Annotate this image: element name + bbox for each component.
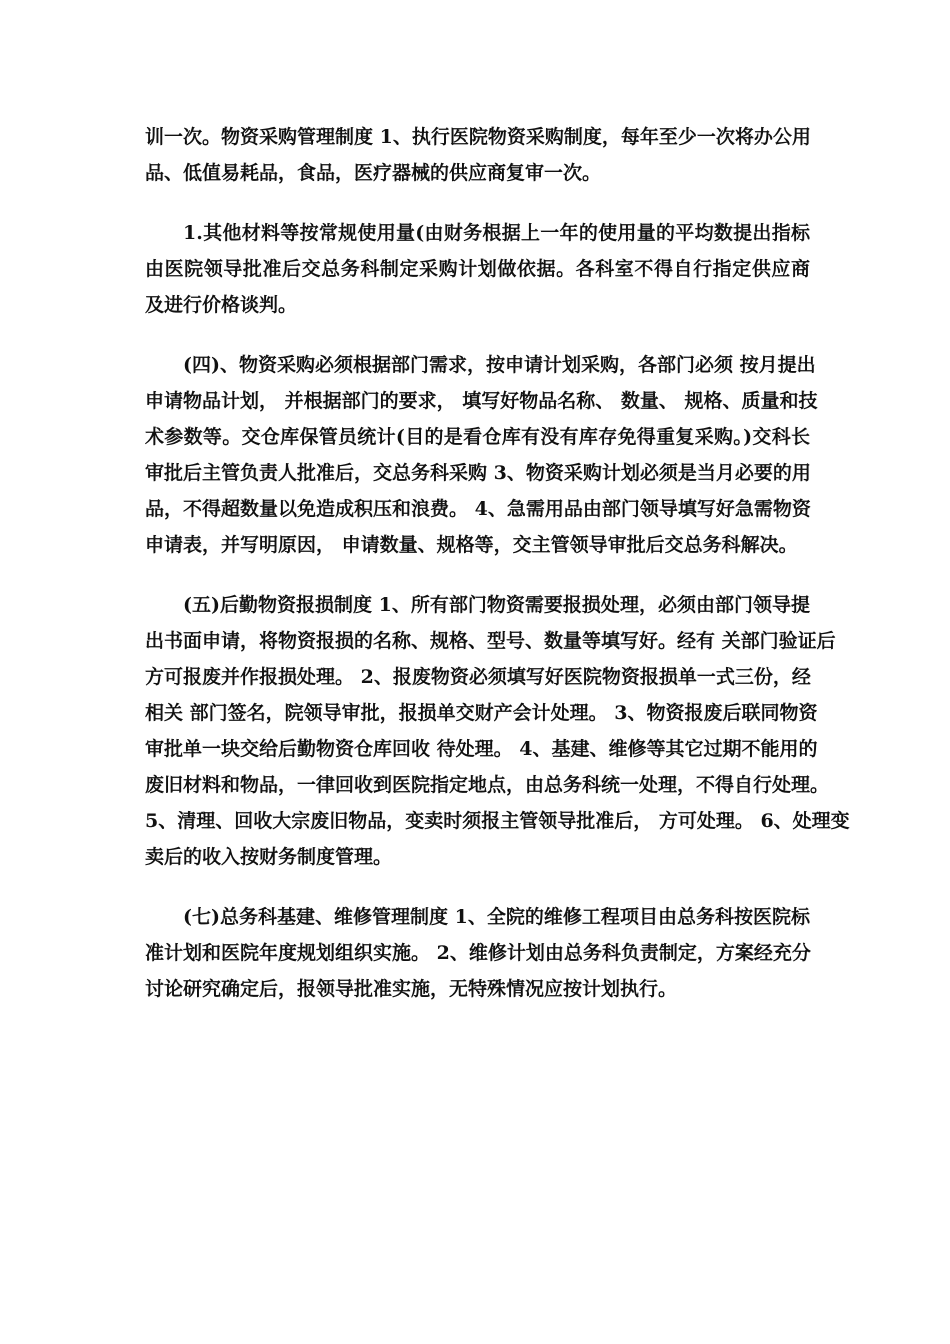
text-line: 审批单一块交给后勤物资仓库回收 待处理。 4、基建、维修等其它过期不能用的 [145, 738, 818, 760]
text-line: 术参数等。交仓库保管员统计(目的是看仓库有没有库存免得重复采购。)交科长 [145, 426, 810, 448]
text-line: 训一次。物资采购管理制度 1、执行医院物资采购制度，每年至少一次将办公用 [145, 126, 811, 148]
text-line: 方可报废并作报损处理。 2、报废物资必须填写好医院物资报损单一式三份，经 [145, 666, 811, 688]
text-line: 5、清理、回收大宗废旧物品，变卖时须报主管领导批准后， 方可处理。 6、处理变 [145, 810, 850, 832]
text-line: (七)总务科基建、维修管理制度 1、全院的维修工程项目由总务科按医院标 [183, 906, 810, 928]
text-line: 废旧材料和物品，一律回收到医院指定地点，由总务科统一处理，不得自行处理。 [145, 774, 830, 796]
text-line: (五)后勤物资报损制度 1、所有部门物资需要报损处理，必须由部门领导提 [183, 594, 810, 616]
text-line: 讨论研究确定后，报领导批准实施，无特殊情况应按计划执行。 [145, 978, 678, 1000]
paragraph-procurement-intro [0, 119, 950, 191]
text-line: 品、低值易耗品，食品，医疗器械的供应商复审一次。 [145, 162, 602, 184]
text-line: 准计划和医院年度规划组织实施。 2、维修计划由总务科负责制定，方案经充分 [145, 942, 811, 964]
paragraph-section-five [0, 587, 950, 875]
paragraph-section-four [0, 347, 950, 563]
text-line: 申请表，并写明原因， 申请数量、规格等，交主管领导审批后交总务科解决。 [145, 534, 798, 556]
text-line: 1.其他材料等按常规使用量(由财务根据上一年的使用量的平均数提出指标 [183, 222, 810, 244]
paragraph-section-seven [0, 899, 950, 1007]
text-line: 品，不得超数量以免造成积压和浪费。 4、急需用品由部门领导填写好急需物资 [145, 498, 811, 520]
text-line: (四)、物资采购必须根据部门需求，按申请计划采购，各部门必须 按月提出 [183, 354, 816, 376]
text-line: 由医院领导批准后交总务科制定采购计划做依据。各科室不得自行指定供应商 [145, 258, 810, 280]
text-line: 相关 部门签名，院领导审批，报损单交财产会计处理。 3、物资报废后联同物资 [145, 702, 818, 724]
text-line: 审批后主管负责人批准后，交总务科采购 3、物资采购计划必须是当月必要的用 [145, 462, 811, 484]
paragraph-other-materials [0, 215, 950, 323]
text-line: 出书面申请，将物资报损的名称、规格、型号、数量等填写好。经有 关部门验证后 [145, 630, 836, 652]
text-line: 卖后的收入按财务制度管理。 [145, 846, 393, 868]
text-line: 及进行价格谈判。 [145, 294, 298, 316]
text-line: 申请物品计划， 并根据部门的要求， 填写好物品名称、 数量、 规格、质量和技 [145, 390, 818, 412]
